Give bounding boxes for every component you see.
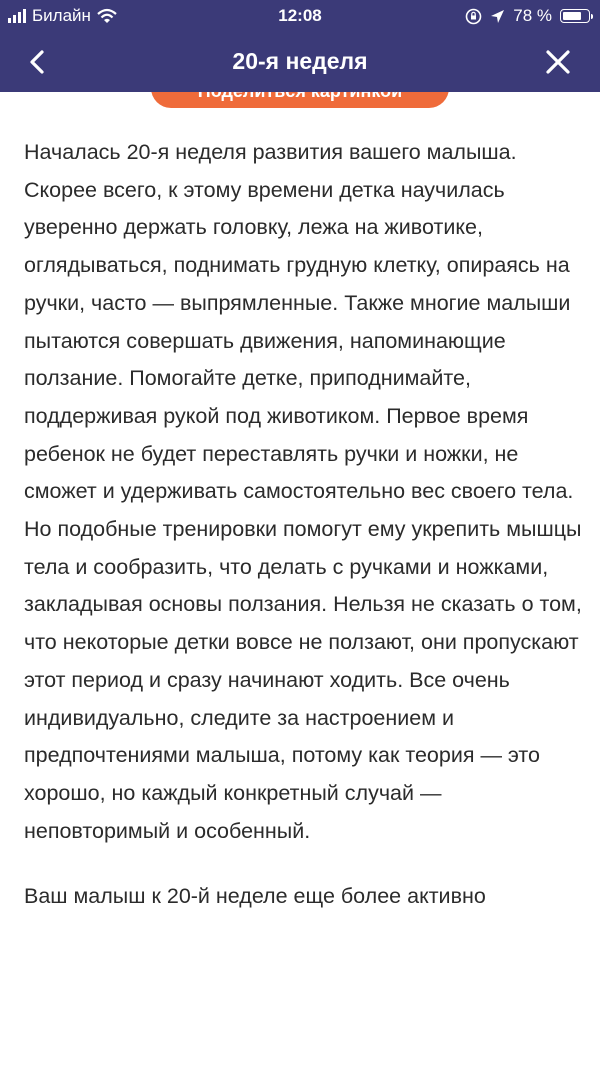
page-title: 20-я неделя xyxy=(232,48,368,74)
carrier-label: Билайн xyxy=(32,6,91,25)
close-button[interactable] xyxy=(542,46,574,78)
battery-fill xyxy=(563,12,581,20)
article-paragraph: Началась 20-я неделя развития вашего малыша. Скорее всего, к этому времени детка научилась уверенно держать головку, лежа на животике, оглядываться, поднимать грудную клетку, опираясь на ручки, часто — выпрямленные. Также многие малыши пытаются совершать движения, напоминающие ползание. Помогайте детке, приподнимайте, поддерживая рукой под животиком. Первое время ребенок не будет переставлять ручки и ножки, не сможет и удерживать самостоятельно вес своего тела. Но подобные тренировки помогут ему укрепить мышцы тела и сообразить, что делать с ручками и ножками, закладывая основы ползания. Нельзя не сказать о том, что некоторые детки вовсе не ползают, они пропускают этот период и сразу начинают ходить. Все очень индивидуально, следите за настроением и предпочтениями малыша, потому как теория — это хорошо, но каждый конкретный случай — неповторимый и особенный. xyxy=(24,140,582,843)
orientation-lock-icon xyxy=(465,8,482,25)
nav-bar xyxy=(0,32,600,92)
article-paragraph: Ваш малыш к 20-й неделе еще более активно xyxy=(24,884,486,909)
battery-percent: 78 % xyxy=(513,6,552,25)
status-bar-right xyxy=(465,6,590,26)
clock: 12:08 xyxy=(278,6,322,25)
close-icon xyxy=(542,46,574,78)
status-bar xyxy=(0,0,600,32)
battery-icon xyxy=(560,9,590,23)
article-body xyxy=(24,134,584,944)
location-icon xyxy=(490,9,505,24)
